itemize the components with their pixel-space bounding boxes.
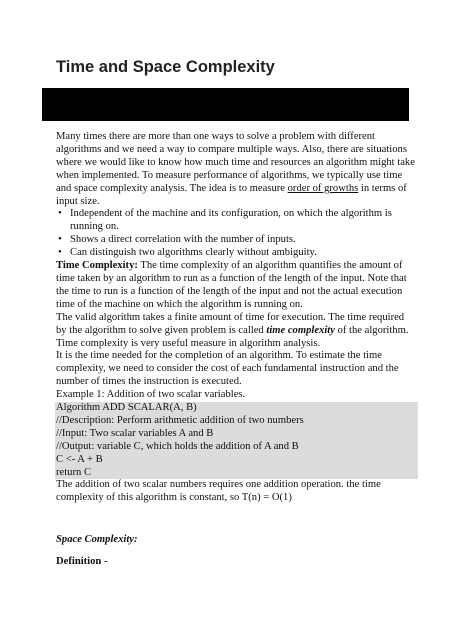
spacer (56, 505, 416, 534)
spacer (56, 547, 416, 556)
example-heading: Example 1: Addition of two scalar variables. (56, 389, 246, 401)
space-complexity-heading: Space Complexity: (56, 534, 138, 546)
list-item: • Shows a direct correlation with the number of inputs. (56, 234, 416, 247)
code-line: return C (56, 466, 92, 478)
code-line: Algorithm ADD SCALAR(A, B) (56, 402, 197, 414)
valid-algorithm-paragraph (56, 312, 416, 351)
intro-text: Many times there are more than one ways to solve a problem with different algorithms and we need a way to compare multiple ways. Also, there are situations where we would like to know how much time and resources an algorithm might take when implemented. To measure performance of algorithms, we typically use time and space complexity analysis. The idea is to measure (56, 131, 415, 194)
code-line: C <- A + B (56, 453, 103, 465)
order-of-growths-link[interactable]: order of growths (287, 182, 359, 194)
definition-label: Definition - (56, 556, 108, 568)
list-item: • Can distinguish two algorithms clearly without ambiguity. (56, 247, 416, 260)
benefits-list (56, 208, 416, 260)
code-line: //Description: Perform arithmetic addition of two numbers (56, 414, 304, 426)
code-block (55, 402, 418, 479)
time-complexity-label: Time Complexity: (56, 260, 138, 272)
document-body (56, 131, 416, 569)
intro-paragraph (56, 131, 416, 208)
code-line: //Input: Two scalar variables A and B (56, 427, 214, 439)
list-item: • Independent of the machine and its configuration, on which the algorithm is running on. (56, 208, 416, 234)
redacted-banner (42, 88, 409, 121)
time-complexity-paragraph (56, 260, 416, 312)
code-line: //Output: variable C, which holds the addition of A and B (56, 440, 299, 452)
page-title: Time and Space Complexity (56, 58, 275, 76)
time-complexity-term: time complexity (266, 324, 335, 336)
time-complexity-text: The time complexity of an algorithm quantifies the amount of time taken by an algorithm to run as a function of the length of the input. Note that the time to run is a function of the length of the input and not the actual execution time of the machine on which the algorithm is running on. (56, 260, 407, 310)
conclusion-paragraph: The addition of two scalar numbers requires one addition operation. the time complexity of this algorithm is constant, so T(n) = O(1) (56, 479, 381, 504)
valid-algorithm-tail: of the algorithm. Time complexity is very useful measure in algorithm analysis. (56, 324, 409, 349)
valid-algorithm-text: The valid algorithm takes a finite amount of time for execution. The time required by the algorithm to solve given problem is called (56, 311, 405, 336)
intro-tail: in terms of input size. (56, 182, 407, 207)
estimate-paragraph: It is the time needed for the completion of an algorithm. To estimate the time complexity, we need to consider the cost of each fundamental instruction and the number of times the instruction is executed. (56, 350, 399, 388)
